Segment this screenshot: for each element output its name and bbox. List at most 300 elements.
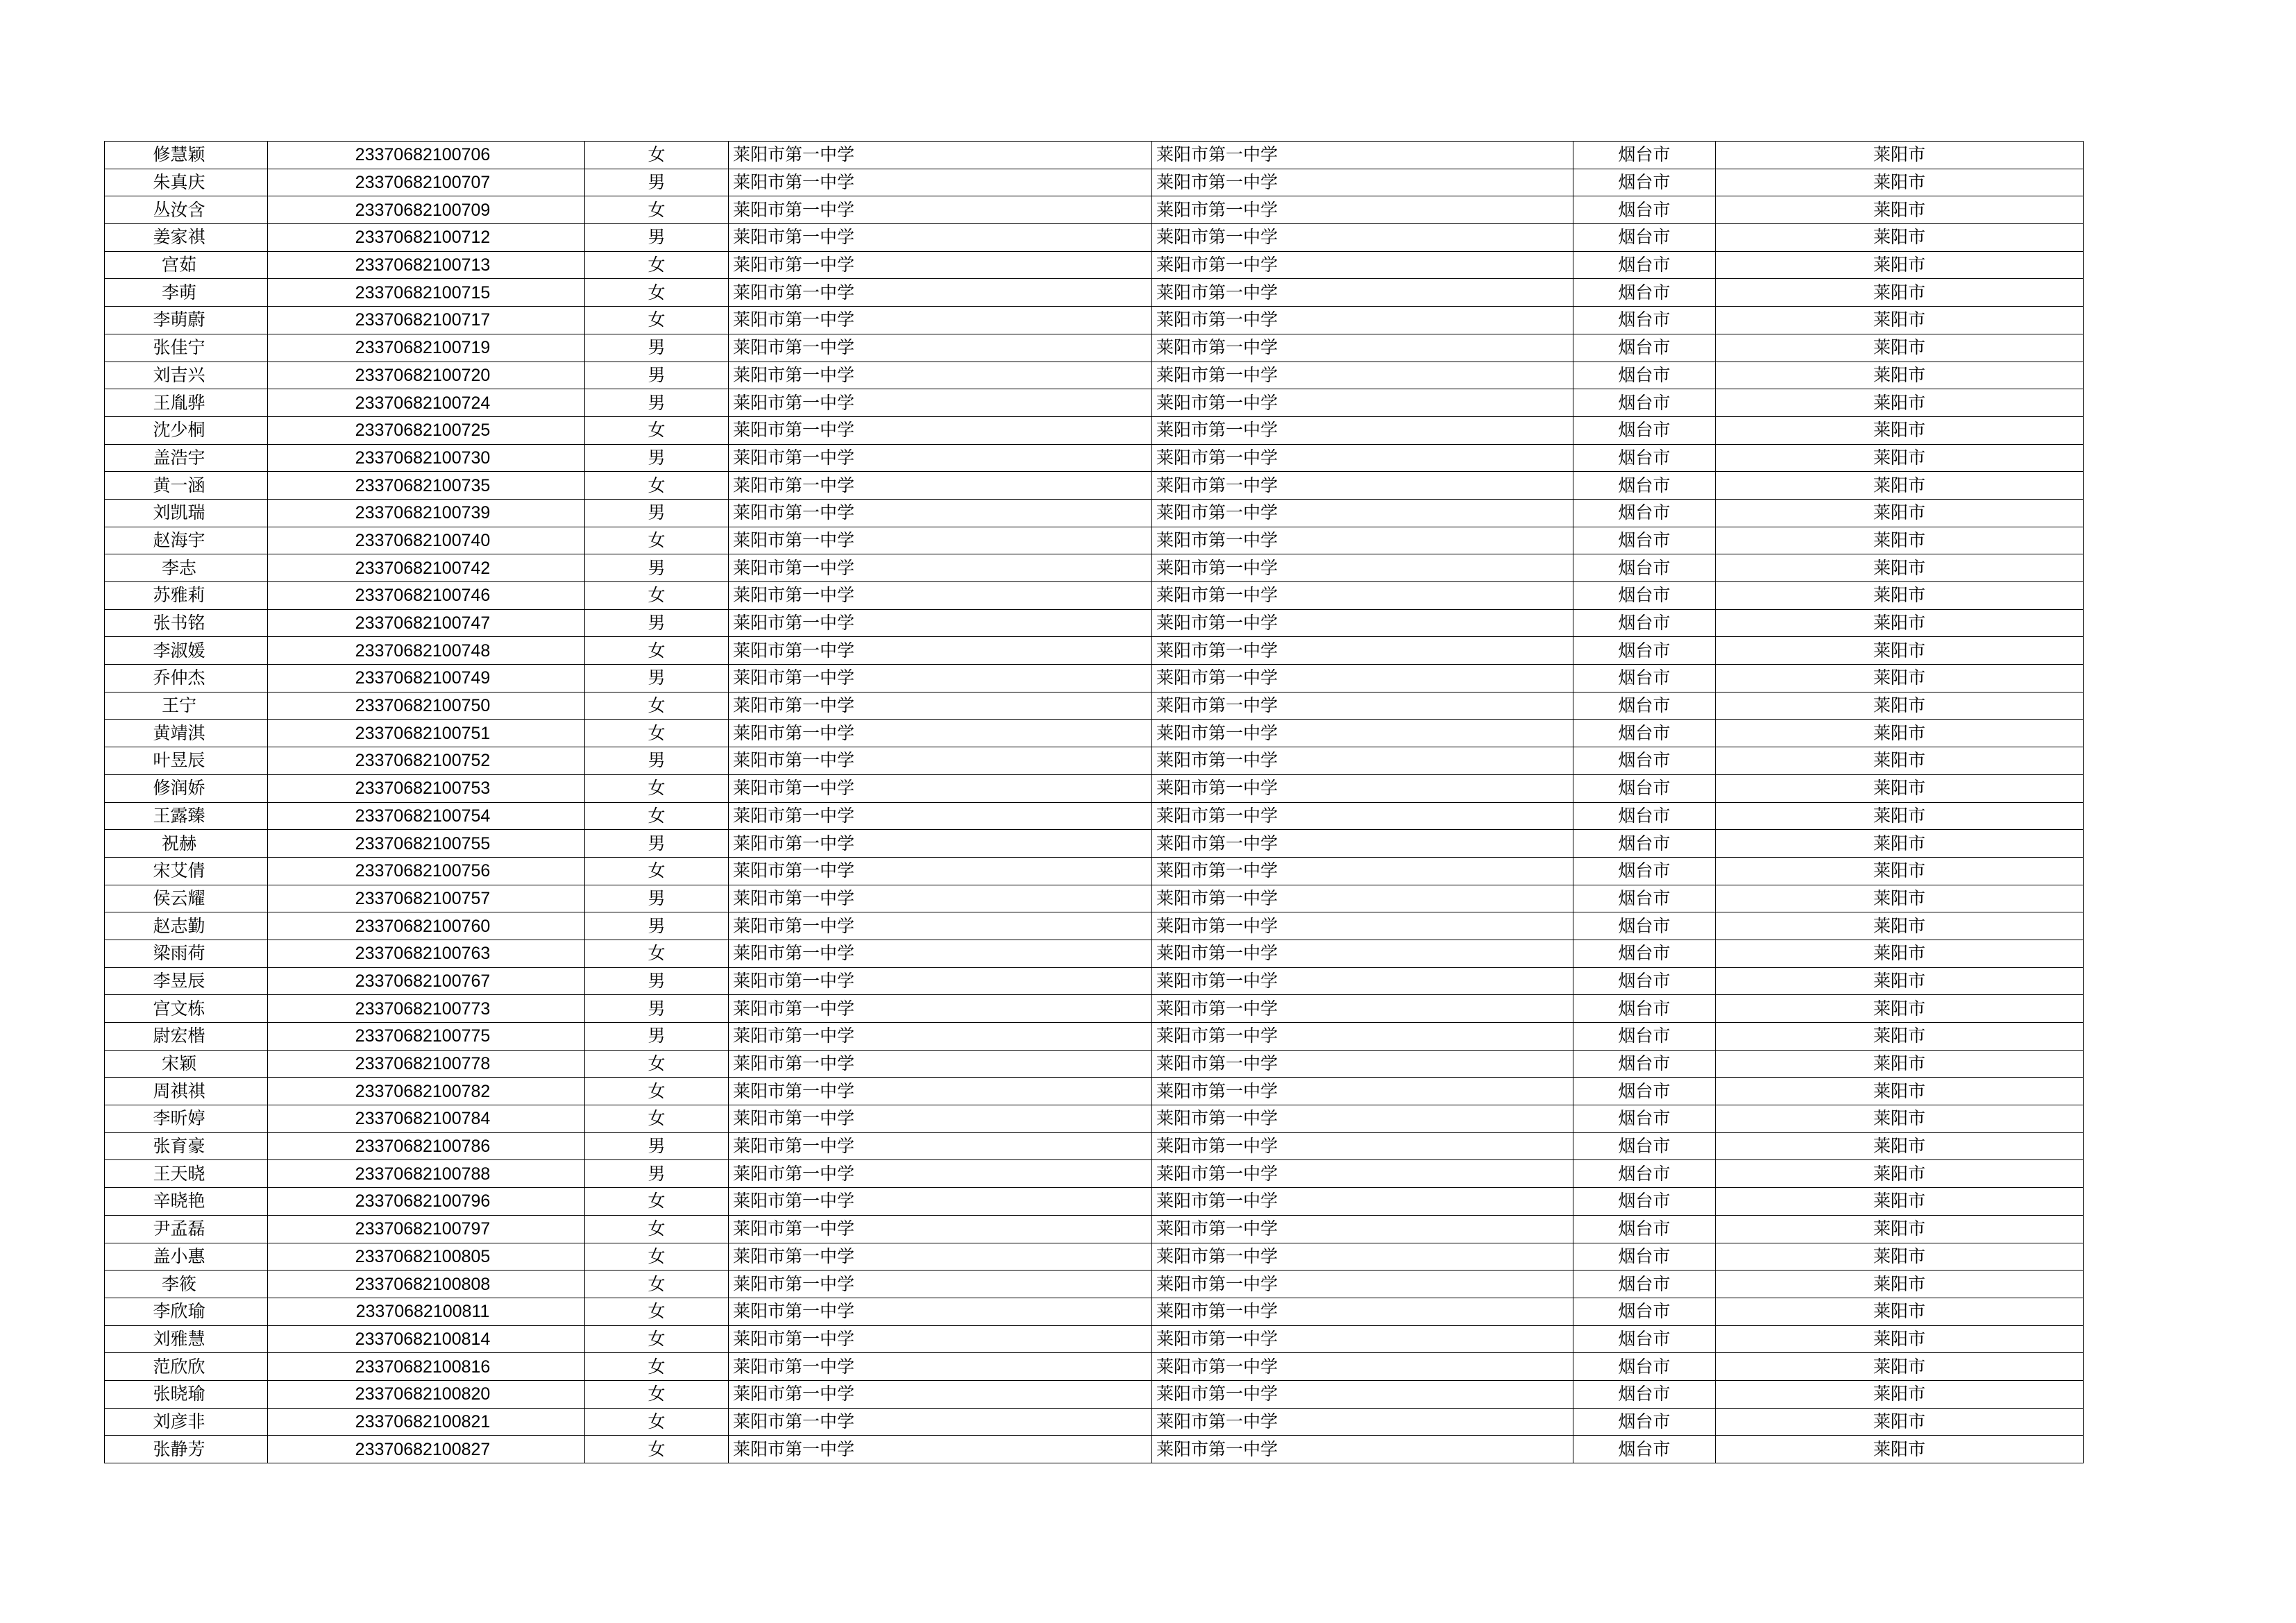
student-id-cell: 23370682100751: [268, 720, 585, 747]
school-cell-2: 莱阳市第一中学: [1152, 940, 1573, 967]
student-id-cell: 23370682100739: [268, 499, 585, 527]
city-cell: 烟台市: [1573, 912, 1716, 940]
table-row: [105, 472, 2084, 500]
table-row: [105, 665, 2084, 692]
district-cell: 莱阳市: [1716, 720, 2084, 747]
school-cell-2: 莱阳市第一中学: [1152, 554, 1573, 582]
student-name-cell: 梁雨荷: [105, 940, 268, 967]
gender-cell: 男: [585, 1160, 729, 1188]
school-cell-2: 莱阳市第一中学: [1152, 747, 1573, 775]
student-name-cell: 刘凯瑞: [105, 499, 268, 527]
table-row: [105, 1078, 2084, 1105]
table-row: [105, 444, 2084, 472]
gender-cell: 男: [585, 169, 729, 196]
student-name-cell: 丛汝含: [105, 196, 268, 224]
district-cell: 莱阳市: [1716, 1271, 2084, 1298]
school-cell-2: 莱阳市第一中学: [1152, 416, 1573, 444]
school-cell: 莱阳市第一中学: [729, 527, 1152, 554]
school-cell: 莱阳市第一中学: [729, 334, 1152, 362]
gender-cell: 男: [585, 444, 729, 472]
city-cell: 烟台市: [1573, 1160, 1716, 1188]
school-cell: 莱阳市第一中学: [729, 389, 1152, 417]
student-id-cell: 23370682100821: [268, 1408, 585, 1436]
school-cell: 莱阳市第一中学: [729, 362, 1152, 389]
table-row: [105, 720, 2084, 747]
gender-cell: 男: [585, 747, 729, 775]
student-name-cell: 张育豪: [105, 1132, 268, 1160]
student-id-cell: 23370682100782: [268, 1078, 585, 1105]
city-cell: 烟台市: [1573, 857, 1716, 885]
gender-cell: 女: [585, 307, 729, 334]
city-cell: 烟台市: [1573, 169, 1716, 196]
student-name-cell: 张晓瑜: [105, 1380, 268, 1408]
city-cell: 烟台市: [1573, 1271, 1716, 1298]
gender-cell: 男: [585, 912, 729, 940]
school-cell-2: 莱阳市第一中学: [1152, 830, 1573, 858]
gender-cell: 女: [585, 720, 729, 747]
student-id-cell: 23370682100808: [268, 1271, 585, 1298]
school-cell: 莱阳市第一中学: [729, 279, 1152, 307]
student-id-cell: 23370682100814: [268, 1325, 585, 1353]
district-cell: 莱阳市: [1716, 1105, 2084, 1133]
gender-cell: 男: [585, 362, 729, 389]
student-id-cell: 23370682100816: [268, 1353, 585, 1381]
gender-cell: 女: [585, 1078, 729, 1105]
student-name-cell: 黄一涵: [105, 472, 268, 500]
school-cell: 莱阳市第一中学: [729, 609, 1152, 637]
gender-cell: 女: [585, 582, 729, 610]
city-cell: 烟台市: [1573, 1078, 1716, 1105]
table-row: [105, 499, 2084, 527]
district-cell: 莱阳市: [1716, 196, 2084, 224]
student-id-cell: 23370682100735: [268, 472, 585, 500]
student-id-cell: 23370682100754: [268, 802, 585, 830]
table-row: [105, 1271, 2084, 1298]
city-cell: 烟台市: [1573, 307, 1716, 334]
gender-cell: 女: [585, 416, 729, 444]
city-cell: 烟台市: [1573, 995, 1716, 1023]
gender-cell: 女: [585, 692, 729, 720]
roster-body: [105, 142, 2084, 1463]
school-cell-2: 莱阳市第一中学: [1152, 472, 1573, 500]
school-cell: 莱阳市第一中学: [729, 1105, 1152, 1133]
table-row: [105, 224, 2084, 252]
district-cell: 莱阳市: [1716, 1078, 2084, 1105]
district-cell: 莱阳市: [1716, 1380, 2084, 1408]
city-cell: 烟台市: [1573, 416, 1716, 444]
student-name-cell: 赵海宇: [105, 527, 268, 554]
school-cell: 莱阳市第一中学: [729, 665, 1152, 692]
school-cell: 莱阳市第一中学: [729, 967, 1152, 995]
school-cell: 莱阳市第一中学: [729, 1298, 1152, 1325]
student-name-cell: 李淑媛: [105, 637, 268, 665]
student-name-cell: 盖浩宇: [105, 444, 268, 472]
school-cell-2: 莱阳市第一中学: [1152, 802, 1573, 830]
student-name-cell: 李萌: [105, 279, 268, 307]
gender-cell: 男: [585, 334, 729, 362]
gender-cell: 男: [585, 499, 729, 527]
city-cell: 烟台市: [1573, 362, 1716, 389]
city-cell: 烟台市: [1573, 1105, 1716, 1133]
student-name-cell: 宫文栋: [105, 995, 268, 1023]
district-cell: 莱阳市: [1716, 362, 2084, 389]
school-cell: 莱阳市第一中学: [729, 1215, 1152, 1243]
gender-cell: 女: [585, 1271, 729, 1298]
district-cell: 莱阳市: [1716, 582, 2084, 610]
school-cell-2: 莱阳市第一中学: [1152, 1325, 1573, 1353]
school-cell: 莱阳市第一中学: [729, 251, 1152, 279]
table-row: [105, 885, 2084, 912]
student-id-cell: 23370682100757: [268, 885, 585, 912]
gender-cell: 女: [585, 1436, 729, 1463]
district-cell: 莱阳市: [1716, 1160, 2084, 1188]
gender-cell: 女: [585, 1298, 729, 1325]
district-cell: 莱阳市: [1716, 472, 2084, 500]
table-row: [105, 1132, 2084, 1160]
district-cell: 莱阳市: [1716, 499, 2084, 527]
student-name-cell: 苏雅莉: [105, 582, 268, 610]
student-name-cell: 王宁: [105, 692, 268, 720]
gender-cell: 男: [585, 830, 729, 858]
city-cell: 烟台市: [1573, 142, 1716, 169]
city-cell: 烟台市: [1573, 940, 1716, 967]
city-cell: 烟台市: [1573, 472, 1716, 500]
student-id-cell: 23370682100788: [268, 1160, 585, 1188]
district-cell: 莱阳市: [1716, 1436, 2084, 1463]
gender-cell: 女: [585, 1408, 729, 1436]
student-id-cell: 23370682100712: [268, 224, 585, 252]
school-cell-2: 莱阳市第一中学: [1152, 637, 1573, 665]
table-row: [105, 334, 2084, 362]
table-row: [105, 774, 2084, 802]
district-cell: 莱阳市: [1716, 967, 2084, 995]
school-cell: 莱阳市第一中学: [729, 196, 1152, 224]
school-cell: 莱阳市第一中学: [729, 940, 1152, 967]
table-row: [105, 1023, 2084, 1051]
school-cell-2: 莱阳市第一中学: [1152, 251, 1573, 279]
school-cell-2: 莱阳市第一中学: [1152, 499, 1573, 527]
student-id-cell: 23370682100763: [268, 940, 585, 967]
school-cell: 莱阳市第一中学: [729, 554, 1152, 582]
school-cell-2: 莱阳市第一中学: [1152, 1105, 1573, 1133]
student-id-cell: 23370682100748: [268, 637, 585, 665]
city-cell: 烟台市: [1573, 665, 1716, 692]
school-cell: 莱阳市第一中学: [729, 1078, 1152, 1105]
table-row: [105, 995, 2084, 1023]
student-id-cell: 23370682100730: [268, 444, 585, 472]
table-row: [105, 279, 2084, 307]
school-cell: 莱阳市第一中学: [729, 774, 1152, 802]
school-cell: 莱阳市第一中学: [729, 720, 1152, 747]
gender-cell: 男: [585, 885, 729, 912]
gender-cell: 女: [585, 472, 729, 500]
school-cell-2: 莱阳市第一中学: [1152, 609, 1573, 637]
table-row: [105, 692, 2084, 720]
city-cell: 烟台市: [1573, 1408, 1716, 1436]
gender-cell: 女: [585, 940, 729, 967]
gender-cell: 男: [585, 554, 729, 582]
school-cell-2: 莱阳市第一中学: [1152, 334, 1573, 362]
table-row: [105, 1215, 2084, 1243]
gender-cell: 男: [585, 1132, 729, 1160]
school-cell: 莱阳市第一中学: [729, 885, 1152, 912]
district-cell: 莱阳市: [1716, 912, 2084, 940]
city-cell: 烟台市: [1573, 499, 1716, 527]
table-row: [105, 609, 2084, 637]
school-cell-2: 莱阳市第一中学: [1152, 582, 1573, 610]
student-id-cell: 23370682100784: [268, 1105, 585, 1133]
district-cell: 莱阳市: [1716, 637, 2084, 665]
city-cell: 烟台市: [1573, 609, 1716, 637]
school-cell-2: 莱阳市第一中学: [1152, 1050, 1573, 1078]
district-cell: 莱阳市: [1716, 995, 2084, 1023]
table-row: [105, 389, 2084, 417]
school-cell-2: 莱阳市第一中学: [1152, 665, 1573, 692]
student-name-cell: 周祺祺: [105, 1078, 268, 1105]
school-cell-2: 莱阳市第一中学: [1152, 1436, 1573, 1463]
gender-cell: 男: [585, 995, 729, 1023]
gender-cell: 女: [585, 637, 729, 665]
district-cell: 莱阳市: [1716, 389, 2084, 417]
student-id-cell: 23370682100725: [268, 416, 585, 444]
table-row: [105, 1325, 2084, 1353]
school-cell: 莱阳市第一中学: [729, 169, 1152, 196]
gender-cell: 女: [585, 1353, 729, 1381]
student-id-cell: 23370682100749: [268, 665, 585, 692]
gender-cell: 男: [585, 665, 729, 692]
student-name-cell: 张书铭: [105, 609, 268, 637]
student-name-cell: 盖小惠: [105, 1243, 268, 1271]
district-cell: 莱阳市: [1716, 224, 2084, 252]
gender-cell: 女: [585, 1050, 729, 1078]
student-name-cell: 宋颖: [105, 1050, 268, 1078]
district-cell: 莱阳市: [1716, 1050, 2084, 1078]
table-row: [105, 940, 2084, 967]
district-cell: 莱阳市: [1716, 1353, 2084, 1381]
table-row: [105, 747, 2084, 775]
school-cell: 莱阳市第一中学: [729, 637, 1152, 665]
school-cell: 莱阳市第一中学: [729, 1380, 1152, 1408]
city-cell: 烟台市: [1573, 637, 1716, 665]
table-row: [105, 1243, 2084, 1271]
student-name-cell: 朱真庆: [105, 169, 268, 196]
school-cell: 莱阳市第一中学: [729, 1408, 1152, 1436]
district-cell: 莱阳市: [1716, 940, 2084, 967]
gender-cell: 女: [585, 1188, 729, 1216]
student-name-cell: 李萌蔚: [105, 307, 268, 334]
student-name-cell: 李昱辰: [105, 967, 268, 995]
student-name-cell: 沈少桐: [105, 416, 268, 444]
district-cell: 莱阳市: [1716, 279, 2084, 307]
school-cell-2: 莱阳市第一中学: [1152, 967, 1573, 995]
student-name-cell: 刘雅慧: [105, 1325, 268, 1353]
school-cell-2: 莱阳市第一中学: [1152, 885, 1573, 912]
student-id-cell: 23370682100827: [268, 1436, 585, 1463]
district-cell: 莱阳市: [1716, 665, 2084, 692]
school-cell: 莱阳市第一中学: [729, 912, 1152, 940]
student-id-cell: 23370682100773: [268, 995, 585, 1023]
table-row: [105, 1298, 2084, 1325]
district-cell: 莱阳市: [1716, 774, 2084, 802]
city-cell: 烟台市: [1573, 1325, 1716, 1353]
city-cell: 烟台市: [1573, 334, 1716, 362]
district-cell: 莱阳市: [1716, 1188, 2084, 1216]
city-cell: 烟台市: [1573, 885, 1716, 912]
city-cell: 烟台市: [1573, 224, 1716, 252]
school-cell-2: 莱阳市第一中学: [1152, 1078, 1573, 1105]
city-cell: 烟台市: [1573, 1132, 1716, 1160]
student-name-cell: 张佳宁: [105, 334, 268, 362]
student-name-cell: 李欣瑜: [105, 1298, 268, 1325]
school-cell-2: 莱阳市第一中学: [1152, 1243, 1573, 1271]
student-name-cell: 李筱: [105, 1271, 268, 1298]
city-cell: 烟台市: [1573, 967, 1716, 995]
district-cell: 莱阳市: [1716, 334, 2084, 362]
gender-cell: 女: [585, 279, 729, 307]
school-cell: 莱阳市第一中学: [729, 307, 1152, 334]
district-cell: 莱阳市: [1716, 1215, 2084, 1243]
school-cell-2: 莱阳市第一中学: [1152, 444, 1573, 472]
school-cell-2: 莱阳市第一中学: [1152, 1160, 1573, 1188]
district-cell: 莱阳市: [1716, 1132, 2084, 1160]
student-id-cell: 23370682100797: [268, 1215, 585, 1243]
district-cell: 莱阳市: [1716, 1023, 2084, 1051]
roster-table: [104, 141, 2084, 1463]
student-id-cell: 23370682100767: [268, 967, 585, 995]
city-cell: 烟台市: [1573, 527, 1716, 554]
school-cell-2: 莱阳市第一中学: [1152, 1215, 1573, 1243]
school-cell: 莱阳市第一中学: [729, 1050, 1152, 1078]
student-name-cell: 李志: [105, 554, 268, 582]
student-name-cell: 修慧颖: [105, 142, 268, 169]
student-id-cell: 23370682100707: [268, 169, 585, 196]
district-cell: 莱阳市: [1716, 142, 2084, 169]
school-cell: 莱阳市第一中学: [729, 830, 1152, 858]
student-id-cell: 23370682100740: [268, 527, 585, 554]
table-row: [105, 307, 2084, 334]
table-row: [105, 251, 2084, 279]
student-name-cell: 黄靖淇: [105, 720, 268, 747]
school-cell-2: 莱阳市第一中学: [1152, 1132, 1573, 1160]
school-cell-2: 莱阳市第一中学: [1152, 279, 1573, 307]
district-cell: 莱阳市: [1716, 1408, 2084, 1436]
student-name-cell: 尹孟磊: [105, 1215, 268, 1243]
school-cell: 莱阳市第一中学: [729, 802, 1152, 830]
city-cell: 烟台市: [1573, 196, 1716, 224]
gender-cell: 男: [585, 224, 729, 252]
gender-cell: 女: [585, 1215, 729, 1243]
city-cell: 烟台市: [1573, 1436, 1716, 1463]
table-row: [105, 142, 2084, 169]
student-id-cell: 23370682100715: [268, 279, 585, 307]
school-cell: 莱阳市第一中学: [729, 1325, 1152, 1353]
district-cell: 莱阳市: [1716, 692, 2084, 720]
table-row: [105, 416, 2084, 444]
school-cell: 莱阳市第一中学: [729, 1436, 1152, 1463]
table-row: [105, 1353, 2084, 1381]
school-cell-2: 莱阳市第一中学: [1152, 1408, 1573, 1436]
table-row: [105, 967, 2084, 995]
school-cell: 莱阳市第一中学: [729, 1271, 1152, 1298]
student-name-cell: 王天晓: [105, 1160, 268, 1188]
student-id-cell: 23370682100756: [268, 857, 585, 885]
city-cell: 烟台市: [1573, 1353, 1716, 1381]
student-id-cell: 23370682100796: [268, 1188, 585, 1216]
student-id-cell: 23370682100750: [268, 692, 585, 720]
student-id-cell: 23370682100753: [268, 774, 585, 802]
school-cell-2: 莱阳市第一中学: [1152, 389, 1573, 417]
student-id-cell: 23370682100820: [268, 1380, 585, 1408]
student-name-cell: 李昕婷: [105, 1105, 268, 1133]
student-id-cell: 23370682100719: [268, 334, 585, 362]
gender-cell: 女: [585, 774, 729, 802]
district-cell: 莱阳市: [1716, 1298, 2084, 1325]
student-id-cell: 23370682100778: [268, 1050, 585, 1078]
student-name-cell: 刘吉兴: [105, 362, 268, 389]
city-cell: 烟台市: [1573, 1380, 1716, 1408]
gender-cell: 女: [585, 1325, 729, 1353]
school-cell: 莱阳市第一中学: [729, 995, 1152, 1023]
city-cell: 烟台市: [1573, 279, 1716, 307]
gender-cell: 女: [585, 196, 729, 224]
school-cell: 莱阳市第一中学: [729, 1023, 1152, 1051]
city-cell: 烟台市: [1573, 1023, 1716, 1051]
school-cell-2: 莱阳市第一中学: [1152, 224, 1573, 252]
table-row: [105, 1188, 2084, 1216]
table-row: [105, 196, 2084, 224]
district-cell: 莱阳市: [1716, 802, 2084, 830]
school-cell-2: 莱阳市第一中学: [1152, 857, 1573, 885]
student-name-cell: 辛晓艳: [105, 1188, 268, 1216]
district-cell: 莱阳市: [1716, 169, 2084, 196]
table-row: [105, 802, 2084, 830]
school-cell-2: 莱阳市第一中学: [1152, 196, 1573, 224]
city-cell: 烟台市: [1573, 1298, 1716, 1325]
student-id-cell: 23370682100747: [268, 609, 585, 637]
district-cell: 莱阳市: [1716, 857, 2084, 885]
district-cell: 莱阳市: [1716, 885, 2084, 912]
student-id-cell: 23370682100760: [268, 912, 585, 940]
student-name-cell: 王胤骅: [105, 389, 268, 417]
school-cell: 莱阳市第一中学: [729, 1243, 1152, 1271]
student-name-cell: 刘彦非: [105, 1408, 268, 1436]
city-cell: 烟台市: [1573, 554, 1716, 582]
table-row: [105, 1408, 2084, 1436]
table-row: [105, 1050, 2084, 1078]
city-cell: 烟台市: [1573, 444, 1716, 472]
table-row: [105, 830, 2084, 858]
district-cell: 莱阳市: [1716, 307, 2084, 334]
school-cell-2: 莱阳市第一中学: [1152, 1298, 1573, 1325]
gender-cell: 男: [585, 609, 729, 637]
student-id-cell: 23370682100805: [268, 1243, 585, 1271]
student-id-cell: 23370682100752: [268, 747, 585, 775]
student-name-cell: 宫茹: [105, 251, 268, 279]
city-cell: 烟台市: [1573, 692, 1716, 720]
student-name-cell: 王露臻: [105, 802, 268, 830]
student-id-cell: 23370682100755: [268, 830, 585, 858]
table-row: [105, 582, 2084, 610]
school-cell: 莱阳市第一中学: [729, 747, 1152, 775]
table-row: [105, 169, 2084, 196]
student-id-cell: 23370682100706: [268, 142, 585, 169]
student-name-cell: 尉宏楷: [105, 1023, 268, 1051]
gender-cell: 男: [585, 389, 729, 417]
school-cell-2: 莱阳市第一中学: [1152, 1380, 1573, 1408]
school-cell: 莱阳市第一中学: [729, 1353, 1152, 1381]
school-cell: 莱阳市第一中学: [729, 444, 1152, 472]
gender-cell: 女: [585, 1105, 729, 1133]
